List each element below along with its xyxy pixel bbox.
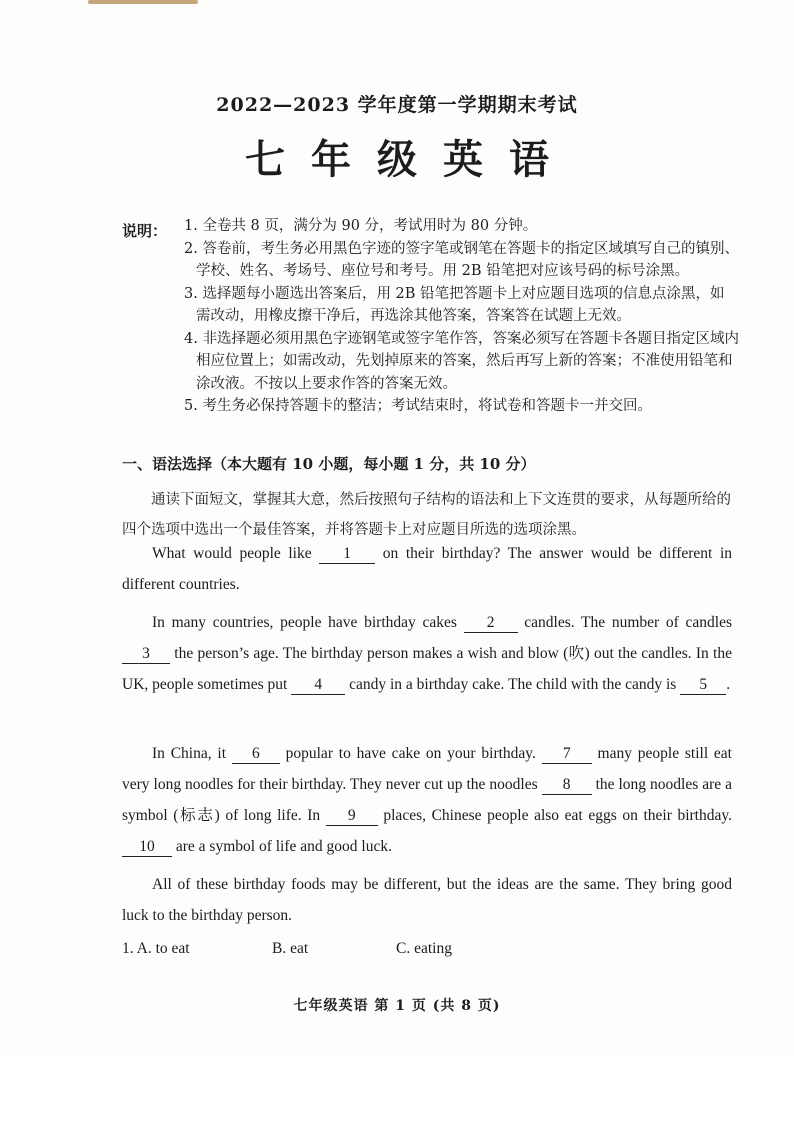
passage-text: What would people like [152,545,320,562]
page-footer: 七年级英语 第 1 页 (共 8 页) [293,998,501,1014]
instruction-item: 1. 全卷共 8 页，满分为 90 分，考试用时为 80 分钟。 [184,218,538,234]
instruction-item: 5. 考生务必保持答题卡的整洁；考试结束时，将试卷和答题卡一并交回。 [184,398,652,414]
passage-text: candy in a birthday cake. The child with the candy is [345,676,681,693]
instruction-item: 2. 答卷前，考生务必用黑色字迹的签字笔或钢笔在答题卡的指定区域填写自己的镇别、学校、姓名、考场号、座位号和考号。用 2B 铅笔把对应该号码的标号涂黑。 [184,240,739,279]
option-c: C. eating [396,940,452,957]
passage-text: the person’s age. The birthday person makes a wish and blow (吹) out the candles. In the UK, people sometimes put [122,645,732,693]
passage-text: In China, it [152,745,232,762]
answer-blank: 4 [291,676,345,695]
passage-text: popular to have cake on your birthday. [279,745,542,762]
page-bottom-margin [0,1058,794,1124]
answer-blank: 10 [122,838,172,857]
instruction-item: 3. 选择题每小题选出答案后，用 2B 铅笔把答题卡上对应题目选项的信息点涂黑，如需改动，用橡皮擦干净后，再选涂其他答案，答案答在试题上无效。 [184,285,725,324]
passage-paragraph-3 [122,738,732,862]
passage-text: are a symbol of life and good luck. [172,838,392,855]
answer-blank: 1 [319,545,375,564]
passage-text: places, Chinese people also eat eggs on their birthday. [377,807,732,824]
instruction-item: 4. 非选择题必须用黑色字迹钢笔或签字笔作答，答案必须写在答题卡各题目指定区域内相应位置上；如需改动，先划掉原来的答案，然后再写上新的答案；不准使用铅笔和涂改液。不按以上要求作答的答案无效。 [184,330,739,392]
section-directions: 通读下面短文，掌握其大意，然后按照句子结构的语法和上下文连贯的要求，从每题所给的四个选项中选出一个最佳答案，并将答题卡上对应题目所选的选项涂黑。 [122,492,731,538]
answer-blank: 6 [232,745,280,764]
instructions-label: 说明： [122,222,168,240]
answer-blank: 7 [542,745,592,764]
subject-title: 七年级英语 [245,136,575,183]
answer-blank: 5 [680,676,726,695]
option-a: 1. A. to eat [122,940,190,957]
top-edge-mark [88,0,198,4]
exam-title: 2022—2023 学年度第一学期期末考试 [216,94,578,116]
passage-text: many people still eat very long noodles for their birthday. They never cut up the noodles [122,745,732,793]
answer-blank: 9 [326,807,378,826]
passage-text: . [726,676,731,693]
answer-blank: 2 [464,614,518,633]
option-b: B. eat [272,940,309,957]
answer-blank: 3 [122,645,170,664]
section-heading: 一、语法选择（本大题有 10 小题，每小题 1 分，共 10 分） [122,455,536,473]
instructions-list [184,215,739,418]
answer-blank: 8 [542,776,592,795]
passage-text: the long noodles are a symbol (标志) of long life. In [122,776,732,824]
passage-text: on their birthday? The answer would be different in different countries. [122,545,732,593]
passage-paragraph-2 [122,607,732,700]
passage-text: candles. The number of candles [517,614,732,631]
passage-paragraph-4: All of these birthday foods may be different, but the ideas are the same. They bring good luck to the birthday person. [122,876,732,924]
passage-text: In many countries, people have birthday cakes [152,614,464,631]
passage-paragraph-1 [122,538,732,600]
